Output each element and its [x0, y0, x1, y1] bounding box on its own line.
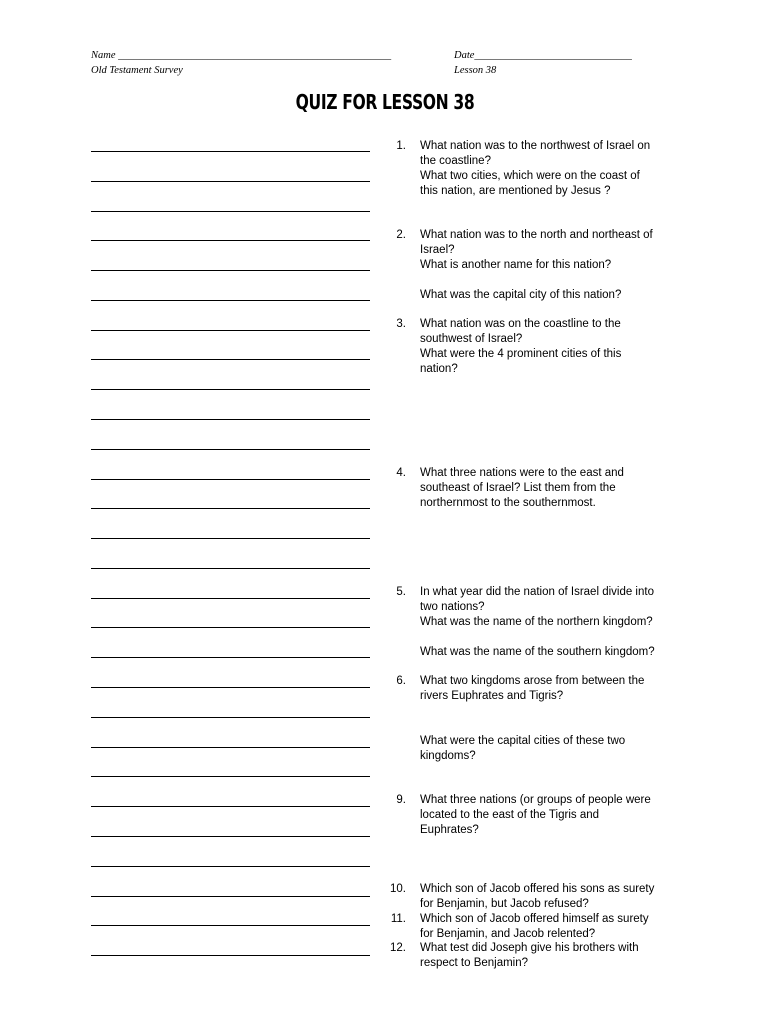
question-line: for Benjamin, but Jacob refused?	[420, 898, 589, 910]
question-number: 11.	[390, 913, 406, 925]
answer-line[interactable]	[91, 211, 370, 212]
answer-line[interactable]	[91, 508, 370, 509]
answer-line[interactable]	[91, 330, 370, 331]
question-line: What nation was to the northwest of Israel on	[420, 140, 651, 152]
question-text	[420, 793, 682, 838]
answer-line[interactable]	[91, 687, 370, 688]
answer-line[interactable]	[91, 240, 370, 241]
answer-line[interactable]	[91, 359, 370, 360]
question-line: What were the capital cities of these two	[420, 735, 626, 747]
question-line: Which son of Jacob offered his sons as surety	[420, 883, 655, 895]
answer-line[interactable]	[91, 955, 370, 956]
question-line: northernmost to the southernmost.	[420, 497, 596, 509]
question-text	[420, 912, 682, 942]
date-line[interactable]: Date______________________________	[454, 50, 632, 61]
answer-line[interactable]	[91, 717, 370, 718]
answer-line[interactable]	[91, 479, 370, 480]
answer-line[interactable]	[91, 747, 370, 748]
question-line: for Benjamin, and Jacob relented?	[420, 928, 596, 940]
name-line[interactable]: Name ____________________________________________________	[91, 50, 392, 61]
answer-line[interactable]	[91, 419, 370, 420]
question-line: What was the capital city of this nation?	[420, 289, 622, 301]
answer-line[interactable]	[91, 449, 370, 450]
answer-line[interactable]	[91, 389, 370, 390]
question-line: kingdoms?	[420, 750, 476, 762]
question-number: 10.	[390, 883, 406, 895]
question-text	[420, 288, 682, 303]
question-line: this nation, are mentioned by Jesus ?	[420, 185, 611, 197]
question-line: What two kingdoms arose from between the	[420, 675, 645, 687]
answer-line[interactable]	[91, 151, 370, 152]
answer-line[interactable]	[91, 598, 370, 599]
answer-line[interactable]	[91, 776, 370, 777]
answer-line[interactable]	[91, 538, 370, 539]
question-line: southwest of Israel?	[420, 333, 523, 345]
course-name: Old Testament Survey	[91, 65, 183, 76]
answer-line[interactable]	[91, 866, 370, 867]
answer-line[interactable]	[91, 568, 370, 569]
question-line: nation?	[420, 363, 458, 375]
answer-line[interactable]	[91, 270, 370, 271]
answer-line[interactable]	[91, 896, 370, 897]
question-text	[420, 882, 682, 912]
question-line: What were the 4 prominent cities of this	[420, 348, 622, 360]
question-number: 2.	[396, 229, 406, 241]
question-line: What two cities, which were on the coast of	[420, 170, 640, 182]
question-line: located to the east of the Tigris and	[420, 809, 600, 821]
question-number: 9.	[396, 794, 406, 806]
question-text	[420, 941, 682, 971]
question-line: What test did Joseph give his brothers with	[420, 942, 639, 954]
question-number: 5.	[396, 586, 406, 598]
answer-line[interactable]	[91, 181, 370, 182]
question-line: southeast of Israel? List them from the	[420, 482, 616, 494]
question-line: What three nations were to the east and	[420, 467, 624, 479]
quiz-title: QUIZ FOR LESSON 38	[295, 90, 475, 114]
question-line: the coastline?	[420, 155, 491, 167]
question-line: Israel?	[420, 244, 455, 256]
answer-line[interactable]	[91, 627, 370, 628]
question-line: What was the name of the southern kingdom?	[420, 646, 655, 658]
question-text	[420, 674, 682, 704]
question-number: 6.	[396, 675, 406, 687]
question-line: What nation was to the north and northeast of	[420, 229, 653, 241]
answer-line[interactable]	[91, 300, 370, 301]
question-line: What nation was on the coastline to the	[420, 318, 621, 330]
question-line: What three nations (or groups of people were	[420, 794, 651, 806]
question-text	[420, 466, 682, 511]
question-text	[420, 734, 682, 764]
answer-line[interactable]	[91, 925, 370, 926]
question-text	[420, 585, 682, 630]
question-number: 1.	[396, 140, 406, 152]
answer-line[interactable]	[91, 806, 370, 807]
question-line: What is another name for this nation?	[420, 259, 612, 271]
question-line: two nations?	[420, 601, 485, 613]
question-line: Which son of Jacob offered himself as surety	[420, 913, 649, 925]
question-line: In what year did the nation of Israel divide into	[420, 586, 654, 598]
answer-line[interactable]	[91, 657, 370, 658]
question-number: 4.	[396, 467, 406, 479]
question-text	[420, 645, 682, 660]
question-text	[420, 317, 682, 377]
question-line: respect to Benjamin?	[420, 957, 529, 969]
question-number: 12.	[390, 942, 406, 954]
lesson-label: Lesson 38	[454, 65, 497, 76]
answer-line[interactable]	[91, 836, 370, 837]
question-line: What was the name of the northern kingdom?	[420, 616, 653, 628]
question-number: 3.	[396, 318, 406, 330]
question-line: Euphrates?	[420, 824, 479, 836]
question-text	[420, 139, 682, 199]
question-line: rivers Euphrates and Tigris?	[420, 690, 564, 702]
question-text	[420, 228, 682, 273]
